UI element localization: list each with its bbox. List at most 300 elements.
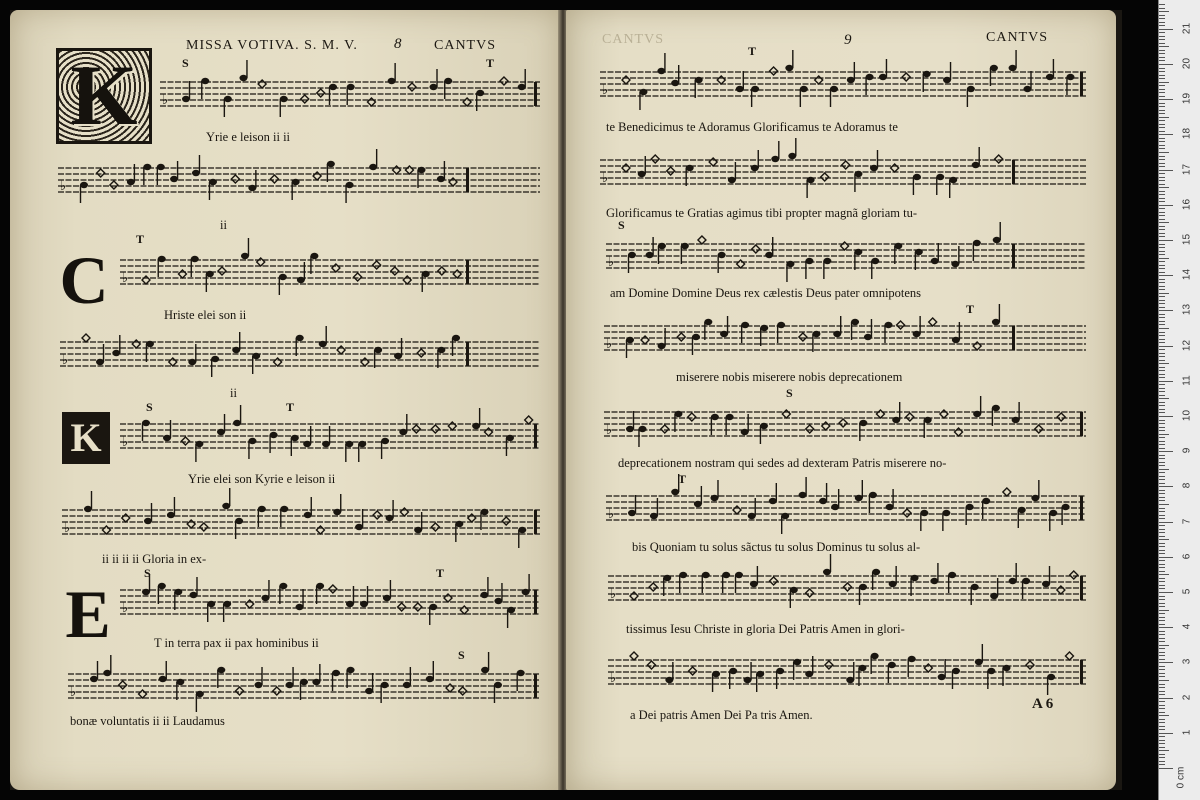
ruler-tick (1159, 22, 1165, 23)
note-head (866, 74, 874, 80)
ruler-tick (1159, 356, 1165, 357)
note-head (1022, 578, 1030, 584)
ruler-tick (1159, 536, 1165, 537)
note-head (777, 322, 785, 328)
ruler-tick (1159, 11, 1169, 12)
ruler-tick (1159, 581, 1165, 582)
ruler-tick (1159, 553, 1165, 554)
ruler-number: 12 (1181, 339, 1193, 351)
ruler-tick (1159, 673, 1165, 674)
lyric-line: Yrie elei son Kyrie e leison ii (188, 472, 336, 486)
ruler-tick (1159, 159, 1165, 160)
ruler-tick (1159, 684, 1165, 685)
note-head (329, 84, 337, 90)
ruler-tick (1159, 170, 1173, 171)
note-head (949, 177, 957, 183)
note-head (679, 572, 687, 578)
note-head-open (132, 340, 140, 348)
music-staff (604, 402, 1086, 452)
note-head (702, 572, 710, 578)
note-head (966, 504, 974, 510)
ruler-tick (1159, 698, 1173, 699)
note-head-open (405, 166, 413, 174)
note-head (942, 510, 950, 516)
ruler-tick (1159, 18, 1165, 19)
note-head (781, 513, 789, 519)
note-head-open (649, 583, 657, 591)
ruler-tick (1159, 289, 1165, 290)
note-head-open (316, 526, 324, 534)
flat-sign: ♭ (602, 171, 609, 186)
flat-sign: ♭ (62, 353, 69, 368)
ruler-tick (1159, 458, 1165, 459)
note-head-open (460, 606, 468, 614)
note-head-open (313, 172, 321, 180)
note-head-open (408, 83, 416, 91)
ruler-tick (1159, 145, 1165, 146)
note-head-open (924, 664, 932, 672)
ruler-tick (1159, 25, 1165, 26)
note-head-open (393, 166, 401, 174)
flat-sign: ♭ (122, 271, 129, 286)
note-head (332, 670, 340, 676)
ruler-tick (1159, 585, 1165, 586)
voice-mark: S (786, 386, 793, 400)
note-head (374, 347, 382, 353)
note-head (280, 506, 288, 512)
ruler-tick (1159, 712, 1165, 713)
note-head (626, 426, 634, 432)
ruler-tick (1159, 201, 1165, 202)
ruler-tick (1159, 687, 1165, 688)
music-staff (68, 664, 540, 714)
ruler-tick (1159, 455, 1165, 456)
note-head-open (110, 181, 118, 189)
ruler-tick (1159, 131, 1165, 132)
note-head-open (373, 261, 381, 269)
note-head (704, 319, 712, 325)
note-head-open (354, 273, 362, 281)
ruler-number: 6 (1181, 553, 1193, 560)
note-head-open (485, 428, 493, 436)
note-head (819, 498, 827, 504)
ruler-tick (1159, 669, 1165, 670)
note-head-open (841, 242, 849, 250)
ruler-tick (1159, 303, 1165, 304)
note-head (1002, 665, 1010, 671)
ruler-tick (1159, 103, 1165, 104)
ruler-tick (1159, 750, 1169, 751)
ruler-tick (1159, 367, 1165, 368)
ruler-tick (1159, 163, 1165, 164)
ruler-tick (1159, 465, 1165, 466)
note-head-open (661, 425, 669, 433)
note-head (830, 86, 838, 92)
ruler-tick (1159, 233, 1165, 234)
lyric-line: a Dei patris Amen Dei Pa tris Amen. (630, 708, 813, 722)
note-head-open (274, 358, 282, 366)
ruler-tick (1159, 180, 1165, 181)
note-head (639, 89, 647, 95)
note-head-open (449, 178, 457, 186)
note-head (710, 495, 718, 501)
note-head-open (169, 358, 177, 366)
note-head (790, 587, 798, 593)
initial-e: E (65, 576, 111, 652)
ruler-tick (1159, 567, 1165, 568)
note-head (312, 679, 320, 685)
ruler-tick (1159, 208, 1165, 209)
note-head-open (667, 167, 675, 175)
ruler-tick (1159, 286, 1165, 287)
boxed-initial-k: K (62, 412, 110, 464)
ruler-tick (1159, 184, 1165, 185)
ruler-tick (1159, 493, 1165, 494)
ruler-number: 18 (1181, 128, 1193, 140)
ruler-tick (1159, 36, 1165, 37)
bar-line (1080, 72, 1083, 96)
music-staff (58, 158, 540, 208)
page-number-right: 9 (844, 32, 852, 48)
note-head-open (647, 661, 655, 669)
note-head (726, 414, 734, 420)
note-head-open (453, 270, 461, 278)
note-head-open (1035, 425, 1043, 433)
music-staff (608, 650, 1086, 700)
note-head-open (270, 175, 278, 183)
note-head (381, 438, 389, 444)
ruler-tick (1159, 508, 1165, 509)
note-head (681, 243, 689, 249)
voice-mark: T (748, 44, 757, 58)
note-head-open (709, 158, 717, 166)
ruler-tick (1159, 8, 1165, 9)
ruler-tick (1159, 539, 1169, 540)
note-head-open (446, 684, 454, 692)
ruler-tick (1159, 420, 1165, 421)
note-head (823, 569, 831, 575)
ruler-tick (1159, 444, 1165, 445)
ruler-tick (1159, 423, 1165, 424)
ruler-tick (1159, 166, 1165, 167)
ruler-tick (1159, 156, 1165, 157)
flat-sign: ♭ (122, 435, 129, 450)
note-head (476, 90, 484, 96)
ruler-tick (1159, 708, 1165, 709)
note-head-open (181, 437, 189, 445)
note-head (800, 86, 808, 92)
note-head (923, 71, 931, 77)
ruler-tick (1159, 511, 1165, 512)
ruler-number: 4 (1181, 623, 1193, 630)
note-head (913, 331, 921, 337)
ruler-number: 15 (1181, 233, 1193, 246)
note-head-open (102, 526, 110, 534)
note-head (347, 667, 355, 673)
ruler-tick (1159, 761, 1165, 762)
bar-line (1080, 660, 1083, 684)
ruler-tick (1159, 525, 1165, 526)
ruler-tick (1159, 279, 1165, 280)
note-head (846, 677, 854, 683)
ruler-tick (1159, 96, 1165, 97)
ruler-tick (1159, 680, 1169, 681)
signature-mark: A 6 (1032, 696, 1054, 712)
mass-title: MISSA VOTIVA. S. M. V. (186, 38, 358, 53)
note-head (786, 261, 794, 267)
note-head (735, 572, 743, 578)
note-head-open (677, 333, 685, 341)
ruler-tick (1159, 60, 1165, 61)
ruler-tick (1159, 427, 1165, 428)
ruler-tick (1159, 222, 1169, 223)
ruler-tick (1159, 265, 1165, 266)
lyric-line: miserere nobis miserere nobis deprecationem (676, 370, 903, 384)
note-head-open (236, 687, 244, 695)
bar-line (534, 674, 537, 698)
ruler-tick (1159, 212, 1165, 213)
note-head-open (821, 173, 829, 181)
ruler-tick (1159, 451, 1173, 452)
note-head (812, 331, 820, 337)
ruler-tick (1159, 522, 1173, 523)
ruler-tick (1159, 532, 1165, 533)
bar-line (466, 168, 469, 192)
note-head (833, 331, 841, 337)
note-head (711, 414, 719, 420)
note-head (261, 595, 269, 601)
ruler-number: 2 (1181, 694, 1193, 700)
ruler-tick (1159, 339, 1165, 340)
ruler-tick (1159, 229, 1165, 230)
ruler-tick (1159, 50, 1165, 51)
note-head-open (200, 523, 208, 531)
ruler-tick (1159, 124, 1165, 125)
ruler-number (1182, 0, 1193, 3)
note-head-open (733, 506, 741, 514)
note-head (718, 252, 726, 258)
flat-sign: ♭ (610, 587, 617, 602)
note-head (310, 253, 318, 259)
note-head-open (955, 428, 963, 436)
ruler-tick (1159, 588, 1165, 589)
note-head-open (906, 413, 914, 421)
note-head (517, 670, 525, 676)
ruler-tick (1159, 29, 1173, 30)
note-head (494, 682, 502, 688)
note-head (665, 677, 673, 683)
ruler-tick (1159, 391, 1165, 392)
note-head-open (689, 667, 697, 675)
lyric-line: bis Quoniam tu solus sãctus tu solus Dominus tu solus al- (632, 540, 921, 554)
ruler-tick (1159, 518, 1165, 519)
note-head (626, 337, 634, 343)
flat-sign: ♭ (606, 337, 613, 352)
bar-line (534, 510, 537, 534)
flat-sign: ♭ (606, 423, 613, 438)
note-head (358, 441, 366, 447)
ruler-tick (1159, 120, 1165, 121)
ruler-tick (1159, 258, 1169, 259)
music-staff (606, 234, 1086, 284)
note-head-open (688, 413, 696, 421)
note-head-open (82, 334, 90, 342)
note-head (805, 671, 813, 677)
bar-line (1080, 412, 1083, 436)
ruler-tick (1159, 314, 1165, 315)
note-head (913, 174, 921, 180)
note-head (518, 527, 526, 533)
note-head-open (1057, 586, 1065, 594)
ruler-number: 19 (1181, 93, 1193, 105)
voice-mark: T (486, 56, 495, 70)
note-head (646, 252, 654, 258)
note-head-open (438, 267, 446, 275)
ruler-tick (1159, 490, 1165, 491)
note-head (771, 156, 779, 162)
note-head-open (414, 603, 422, 611)
note-head (894, 243, 902, 249)
ruler-tick (1159, 296, 1165, 297)
ruler-tick (1159, 293, 1169, 294)
ruler-tick (1159, 483, 1165, 484)
open-book (10, 10, 1122, 790)
ruler-tick (1159, 39, 1165, 40)
ruler-tick (1159, 395, 1165, 396)
initial-c: C (59, 242, 109, 318)
bar-line (466, 260, 469, 284)
note-head (823, 258, 831, 264)
note-head (429, 604, 437, 610)
ruler-number: 14 (1181, 269, 1193, 281)
note-head (657, 68, 665, 74)
note-head (760, 325, 768, 331)
note-head (224, 96, 232, 102)
ruler-tick (1159, 92, 1165, 93)
note-head-open (301, 95, 309, 103)
voice-mark: S (618, 218, 625, 232)
note-head-open (317, 89, 325, 97)
note-head-open (400, 508, 408, 516)
ruler-tick (1159, 701, 1165, 702)
ruler-tick (1159, 370, 1165, 371)
note-head-open (178, 270, 186, 278)
bar-line (1012, 244, 1015, 268)
ruler-tick (1159, 441, 1165, 442)
ruler-tick (1159, 85, 1165, 86)
note-head (831, 504, 839, 510)
ruler-tick (1159, 596, 1165, 597)
ruler-tick (1159, 113, 1165, 114)
ruler-tick (1159, 342, 1165, 343)
ruler-tick (1159, 617, 1165, 618)
ruler-tick (1159, 592, 1173, 593)
ruler-tick (1159, 57, 1165, 58)
note-head-open (187, 520, 195, 528)
note-head-open (782, 410, 790, 418)
voice-mark: T (436, 566, 445, 580)
ruler-tick (1159, 148, 1165, 149)
ruler-tick (1159, 733, 1173, 734)
music-staff (120, 414, 540, 464)
note-head-open (139, 690, 147, 698)
ruler-tick (1159, 448, 1165, 449)
ruler-tick (1159, 377, 1165, 378)
lyric-line: Glorificamus te Gratias agimus tibi propter magnã gloriam tu- (606, 206, 918, 220)
note-head (720, 331, 728, 337)
faded-header: CANTVS (602, 32, 665, 47)
note-head (744, 677, 752, 683)
note-head-open (1026, 661, 1034, 669)
note-head-open (929, 318, 937, 326)
ruler-tick (1159, 599, 1165, 600)
flat-sign: ♭ (60, 179, 67, 194)
note-head-open (97, 169, 105, 177)
ruler-tick (1159, 68, 1165, 69)
ruler-tick (1159, 398, 1169, 399)
note-head (692, 334, 700, 340)
ruler-tick (1159, 152, 1169, 153)
ornate-initial-k: K (56, 48, 152, 144)
note-head (1009, 65, 1017, 71)
note-head (279, 274, 287, 280)
ruler-tick (1159, 747, 1165, 748)
ruler-tick (1159, 479, 1165, 480)
note-head-open (876, 410, 884, 418)
ruler-tick (1159, 99, 1173, 100)
ruler-tick (1159, 254, 1165, 255)
note-head-open (468, 514, 476, 522)
note-head-open (119, 681, 127, 689)
ruler-tick (1159, 117, 1169, 118)
ruler-tick (1159, 571, 1165, 572)
ruler-tick (1159, 384, 1165, 385)
voice-mark: T (136, 232, 145, 246)
ruler-number: 16 (1181, 198, 1193, 210)
ruler-tick (1159, 434, 1169, 435)
ruler-tick (1159, 476, 1165, 477)
ruler-tick (1159, 620, 1165, 621)
note-head-open (897, 321, 905, 329)
lyric-line: T in terra pax ii pax hominibus ii (154, 636, 319, 650)
note-head-open (770, 67, 778, 75)
ruler-tick (1159, 557, 1173, 558)
bar-line (534, 424, 537, 448)
note-head (437, 347, 445, 353)
music-staff (608, 566, 1086, 616)
voice-mark: S (146, 400, 153, 414)
note-head (658, 343, 666, 349)
note-head-open (142, 276, 150, 284)
ruler-tick (1159, 462, 1165, 463)
ruler-tick (1159, 205, 1173, 206)
flat-sign: ♭ (162, 93, 169, 108)
note-head (982, 498, 990, 504)
ruler-number: 7 (1181, 518, 1193, 524)
ruler-tick (1159, 405, 1165, 406)
note-head-open (398, 603, 406, 611)
lyric-line: bonæ voluntatis ii ii Laudamus (70, 714, 225, 728)
ruler-tick (1159, 300, 1165, 301)
flat-sign: ♭ (610, 671, 617, 686)
lyric-line: Hriste elei son ii (164, 308, 247, 322)
note-head-open (806, 589, 814, 597)
lyric-line: ii (220, 218, 227, 232)
ruler-tick (1159, 321, 1165, 322)
lyric-line: ii (230, 386, 237, 400)
note-head-open (843, 583, 851, 591)
note-head-open (257, 258, 265, 266)
